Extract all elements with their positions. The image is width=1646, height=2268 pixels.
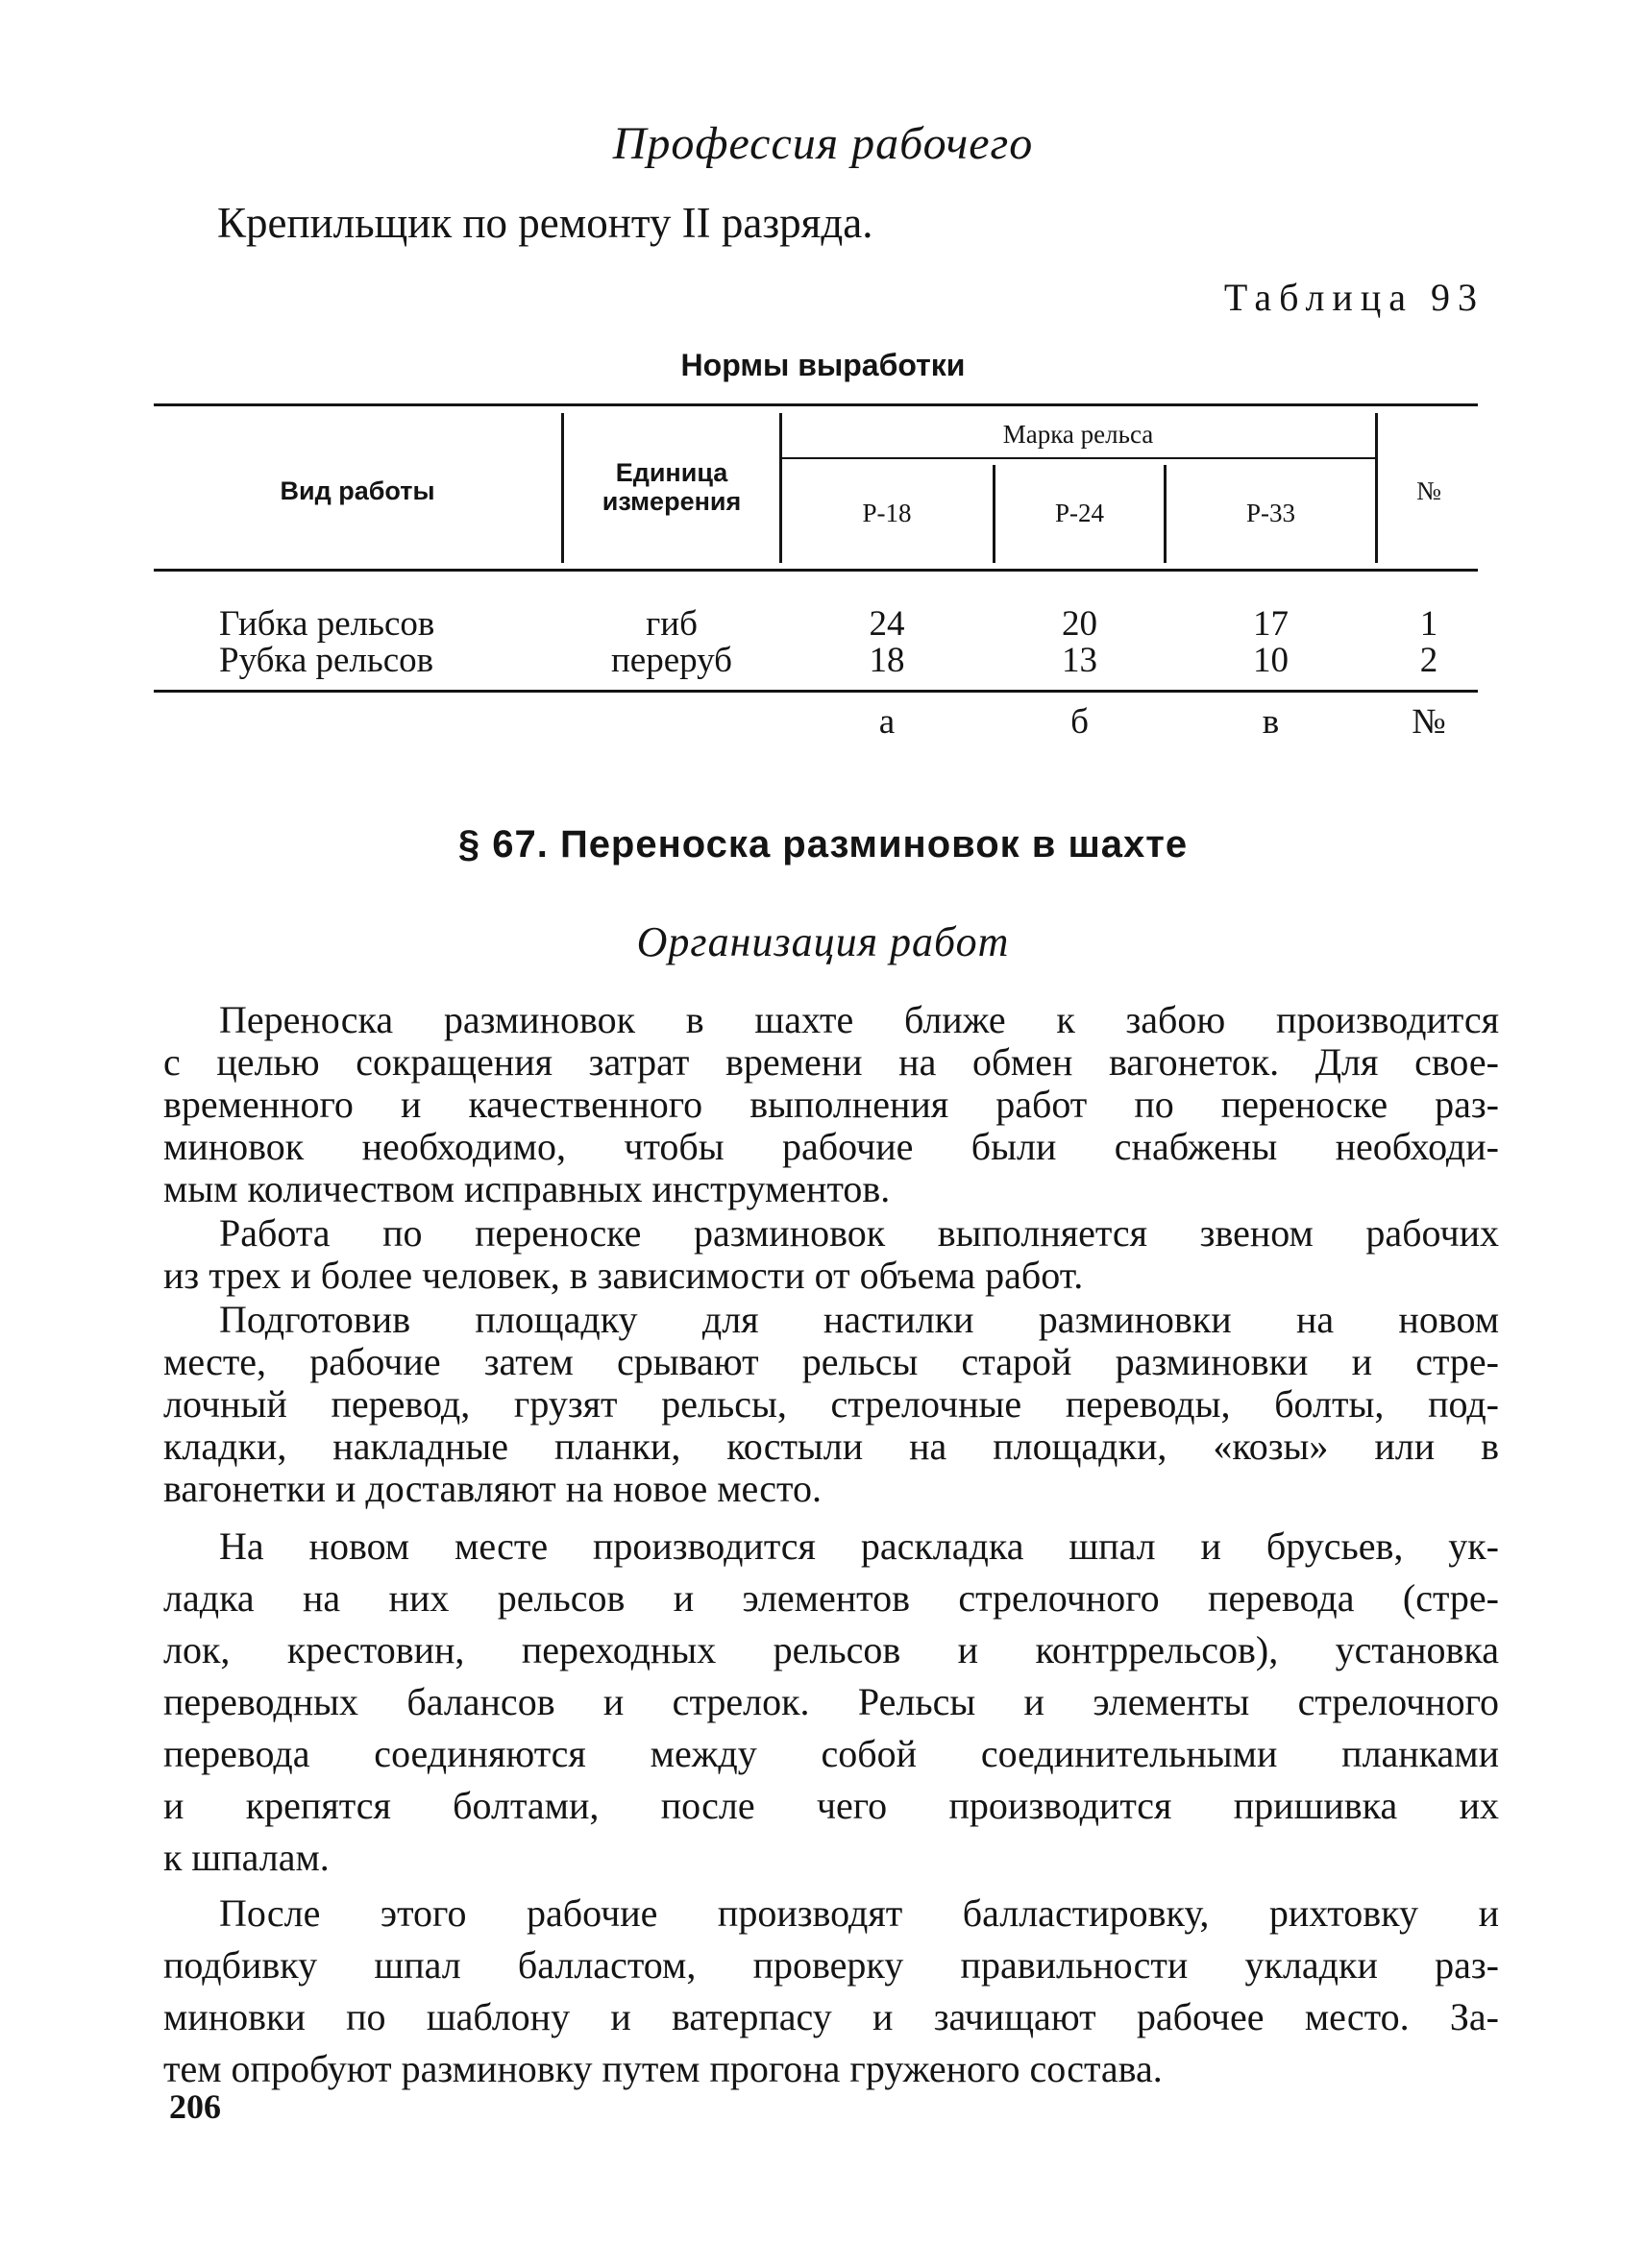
paragraph-5-line-2: подбивку шпал балластом, проверку правильности укладки раз- (163, 1943, 1499, 1987)
profession-text: Крепильщик по ремонту II разряда. (217, 199, 873, 247)
col-divider-1 (561, 413, 564, 563)
row-2-work: Рубка рельсов (219, 641, 434, 680)
row-2-p33: 10 (1253, 641, 1289, 680)
row-2-unit: переруб (611, 641, 732, 680)
paragraph-5-line-1: После этого рабочие производят балластировку, рихтовку и (219, 1891, 1499, 1935)
paragraph-3-line-5: вагонетки и доставляют на новое место. (163, 1467, 822, 1510)
paragraph-3-line-3: лочный перевод, грузят рельсы, стрелочные переводы, болты, под- (163, 1382, 1499, 1426)
row-2-no: 2 (1419, 641, 1438, 680)
row-1-p18: 24 (869, 604, 905, 644)
paragraph-1-line-5: мым количеством исправных инструментов. (163, 1167, 891, 1210)
paragraph-4-line-4: переводных балансов и стрелок. Рельсы и элементы стрелочного (163, 1680, 1499, 1723)
table-label: Таблица 93 (1223, 276, 1485, 319)
header-grade-p33: Р-33 (1245, 499, 1295, 527)
table-top-rule (154, 403, 1478, 406)
table-title: Нормы выработки (680, 348, 966, 382)
paragraph-3-line-2: месте, рабочие затем срывают рельсы старой разминовки и стре- (163, 1340, 1499, 1383)
header-unit: Единица измерения (602, 458, 742, 516)
paragraph-4-line-2: ладка на них рельсов и элементов стрелочного перевода (стре- (163, 1576, 1499, 1620)
paragraph-5-line-3: миновки по шаблону и ватерпасу и зачищают рабочее место. За- (163, 1995, 1499, 2038)
paragraph-4-line-3: лок, крестовин, переходных рельсов и контррельсов), установка (163, 1628, 1499, 1671)
col-divider-5 (1375, 413, 1378, 563)
header-grade-p24: Р-24 (1054, 499, 1104, 527)
paragraph-4-line-6: и крепятся болтами, после чего производится пришивка их (163, 1784, 1499, 1827)
footer-col-b: б (1070, 702, 1089, 742)
paragraph-4-line-5: перевода соединяются между собой соединительными планками (163, 1732, 1499, 1775)
row-1-work: Гибка рельсов (219, 604, 435, 644)
row-1-unit: гиб (646, 604, 698, 644)
paragraph-1-line-1: Переноска разминовок в шахте ближе к забою производится (219, 998, 1499, 1041)
subheading: Организация работ (636, 918, 1010, 965)
paragraph-4-line-1: На новом месте производится раскладка шпал и брусьев, ук- (219, 1524, 1499, 1568)
rail-grade-underline (781, 457, 1375, 459)
profession-heading: Профессия рабочего (612, 118, 1034, 169)
footer-col-no: № (1412, 702, 1446, 742)
footer-col-v: в (1262, 702, 1280, 742)
paragraph-1-line-4: миновок необходимо, чтобы рабочие были снабжены необходи- (163, 1125, 1499, 1168)
header-grade-p18: Р-18 (862, 499, 912, 527)
footer-col-a: а (878, 702, 896, 742)
row-1-p33: 17 (1253, 604, 1289, 644)
row-2-p24: 13 (1062, 641, 1097, 680)
table-bottom-rule (154, 690, 1478, 693)
paragraph-1-line-3: временного и качественного выполнения работ по переноске раз- (163, 1083, 1499, 1126)
section-heading: § 67. Переноска разминовок в шахте (457, 823, 1189, 866)
row-1-p24: 20 (1062, 604, 1097, 644)
table-header-rule (154, 569, 1478, 572)
paragraph-3-line-4: кладки, накладные планки, костыли на площадки, «козы» или в (163, 1425, 1499, 1468)
paragraph-2-line-1: Работа по переноске разминовок выполняется звеном рабочих (219, 1211, 1499, 1255)
paragraph-3-line-1: Подготовив площадку для настилки разминовки на новом (219, 1298, 1499, 1341)
header-work-type: Вид работы (280, 476, 435, 505)
row-2-p18: 18 (869, 641, 905, 680)
paragraph-1-line-2: с целью сокращения затрат времени на обмен вагонеток. Для свое- (163, 1040, 1499, 1084)
page-number: 206 (169, 2087, 221, 2126)
header-number: № (1416, 476, 1441, 505)
paragraph-2-line-2: из трех и более человек, в зависимости от объема работ. (163, 1254, 1084, 1297)
header-rail-grade: Марка рельса (1002, 420, 1154, 449)
paragraph-5-line-4: тем опробуют разминовку путем прогона груженого состава. (163, 2047, 1163, 2090)
row-1-no: 1 (1419, 604, 1438, 644)
paragraph-4-line-7: к шпалам. (163, 1836, 330, 1879)
